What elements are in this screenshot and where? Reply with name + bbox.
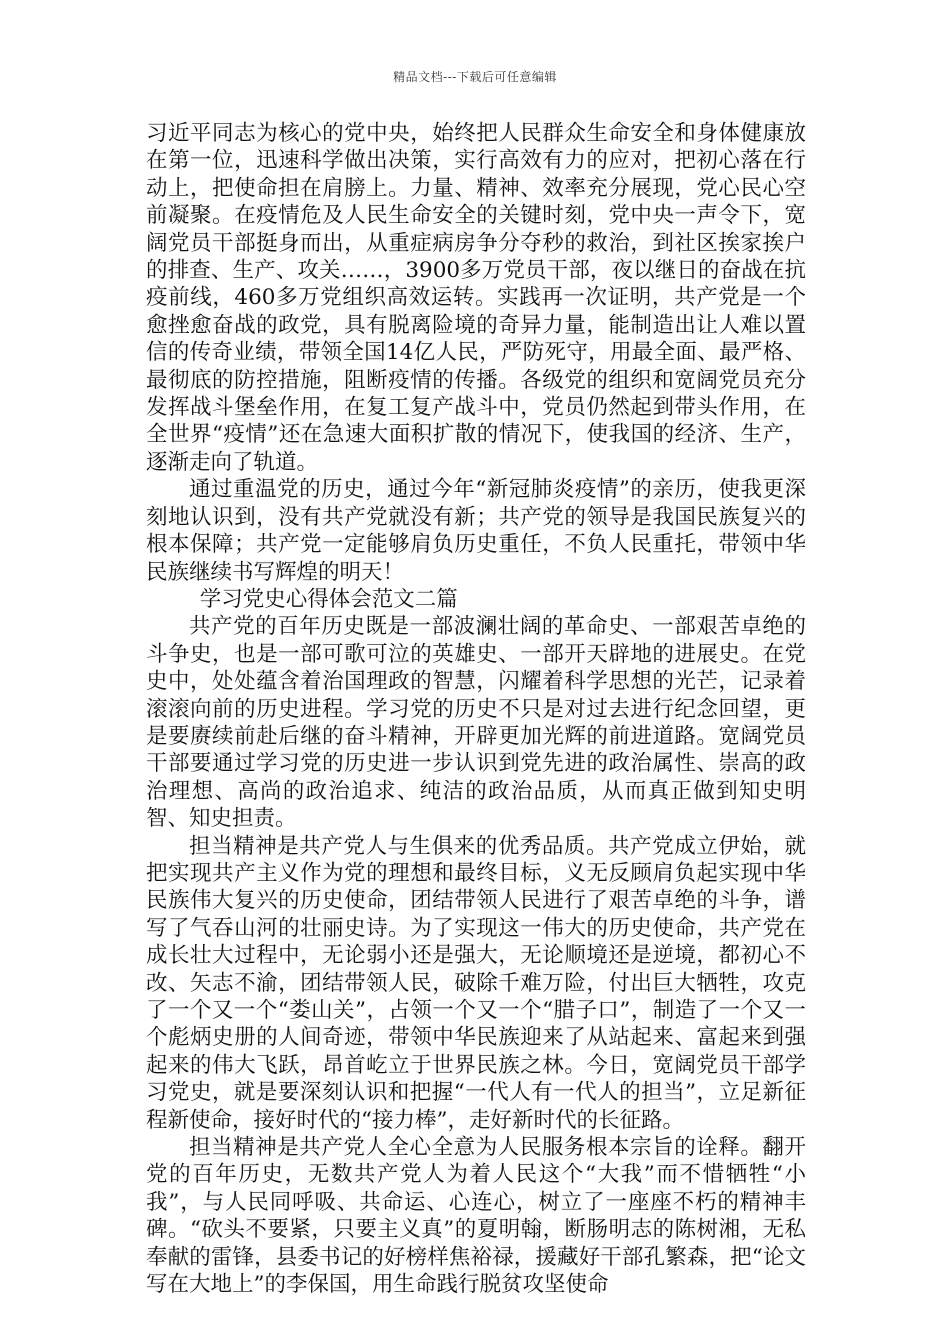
document-body [146, 120, 806, 1298]
section-title: 学习党史心得体会范文二篇 [199, 586, 458, 612]
paragraph-serve-people: 担当精神是共产党人全心全意为人民服务根本宗旨的诠释。翻开党的百年历史，无数共产党人为着人民这个“大我”而不惜牺牲“小我”，与人民同呼吸、共命运、心连心，树立了一座座不朽的精神丰碑。“砍头不要紧，只要主义真”的夏明翰，断肠明志的陈树湘，无私奉献的雷锋，县委书记的好榜样焦裕禄，援藏好干部孔繁森，把“论文写在大地上”的李保国，用生命践行脱贫攻坚使命 [146, 1135, 806, 1298]
paragraph-covid-response: 习近平同志为核心的党中央，始终把人民群众生命安全和身体健康放在第一位，迅速科学做出决策，实行高效有力的应对，把初心落在行动上，把使命担在肩膀上。力量、精神、效率充分展现，党心民心空前凝聚。在疫情危及人民生命安全的关键时刻，党中央一声令下，宽阔党员干部挺身而出，从重症病房争分夺秒的救治，到社区挨家挨户的排查、生产、攻关……，3900多万党员干部，夜以继日的奋战在抗疫前线，460多万党组织高效运转。实践再一次证明，共产党是一个愈挫愈奋战的政党，具有脱离险境的奇异力量，能制造出让人难以置信的传奇业绩，带领全国14亿人民，严防死守，用最全面、最严格、最彻底的防控措施，阻断疫情的传播。各级党的组织和宽阔党员充分发挥战斗堡垒作用，在复工复产战斗中，党员仍然起到带头作用，在全世界“疫情”还在急速大面积扩散的情况下，使我国的经济、生产，逐渐走向了轨道。 [146, 121, 806, 475]
paragraph-responsibility-spirit: 担当精神是共产党人与生俱来的优秀品质。共产党成立伊始，就把实现共产主义作为党的理想和最终目标，义无反顾肩负起实现中华民族伟大复兴的历史使命，团结带领人民进行了艰苦卓绝的斗争，谱写了气吞山河的壮丽史诗。为了实现这一伟大的历史使命，共产党在成长壮大过程中，无论弱小还是强大，无论顺境还是逆境，都初心不改、矢志不渝，团结带领人民，破除千难万险，付出巨大牺牲，攻克了一个又一个“娄山关”，占领一个又一个“腊子口”，制造了一个又一个彪炳史册的人间奇迹，带领中华民族迎来了从站起来、富起来到强起来的伟大飞跃，昂首屹立于世界民族之林。今日，宽阔党员干部学习党史，就是要深刻认识和把握“一代人有一代人的担当”，立足新征程新使命，接好时代的“接力棒”，走好新时代的长征路。 [146, 833, 806, 1133]
paragraph-party-history: 共产党的百年历史既是一部波澜壮阔的革命史、一部艰苦卓绝的斗争史，也是一部可歌可泣的英雄史、一部开天辟地的进展史。在党史中，处处蕴含着治国理政的智慧，闪耀着科学思想的光芒，记录着滚滚向前的历史进程。学习党的历史不只是对过去进行纪念回望，更是要赓续前赴后继的奋斗精神，开辟更加光辉的前进道路。宽阔党员干部要通过学习党的历史进一步认识到党先进的政治属性、崇高的政治理想、高尚的政治追求、纯洁的政治品质，从而真正做到知史明智、知史担责。 [146, 614, 806, 832]
page-header: 精品文档---下载后可任意编辑 [393, 70, 557, 84]
paragraph-conclusion: 通过重温党的历史，通过今年“新冠肺炎疫情”的亲历，使我更深刻地认识到，没有共产党就没有新；共产党的领导是我国民族复兴的根本保障；共产党一定能够肩负历史重任，不负人民重托，带领中华民族继续书写辉煌的明天！ [146, 477, 806, 585]
